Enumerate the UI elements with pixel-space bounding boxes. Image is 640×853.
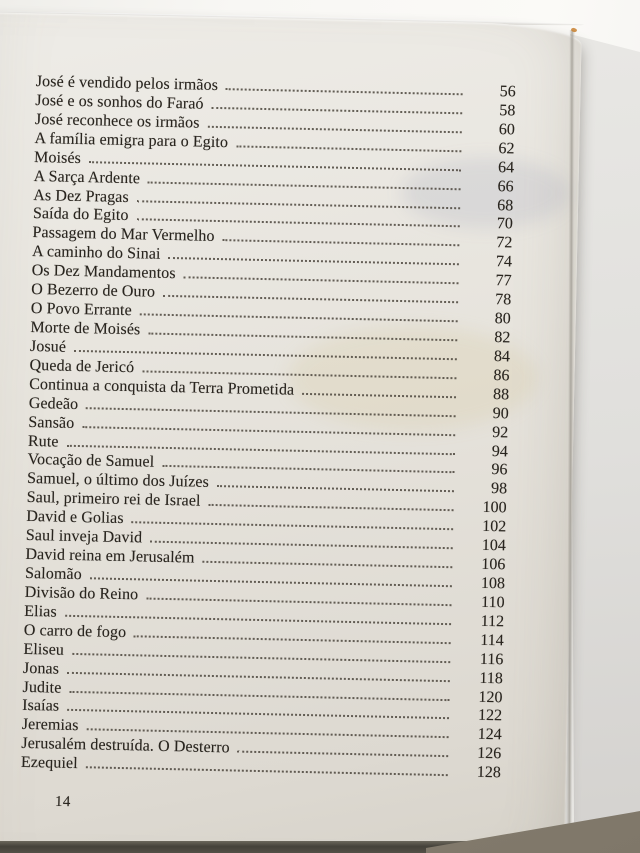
toc-entry-title: Josué	[29, 337, 67, 356]
dotted-leader	[136, 217, 459, 228]
toc-entry-title: Moisés	[33, 148, 82, 167]
toc-entry-title: Saída do Egito	[32, 205, 129, 225]
toc-entry-page-number: 98	[490, 480, 508, 498]
toc-entry-page-number: 94	[491, 442, 509, 460]
dotted-leader	[236, 143, 462, 152]
toc-entry-title: Vocação de Samuel	[27, 451, 155, 472]
toc-entry-title: José e os sonhos do Faraó	[35, 91, 204, 113]
toc-entry-title: Passagem do Mar Vermelho	[32, 224, 215, 246]
toc-entry-title: Jonas	[22, 659, 60, 678]
toc-entry-title: José é vendido pelos irmãos	[35, 73, 219, 94]
toc-entry-page-number: 122	[477, 707, 503, 725]
toc-entry-page-number: 68	[497, 196, 514, 214]
toc-entry-title: Os Dez Mandamentos	[31, 262, 176, 283]
toc-entry-page-number: 78	[494, 291, 512, 309]
toc-entry-title: Gedeão	[28, 394, 79, 413]
page-number: 14	[54, 793, 71, 811]
toc-entry-title: O Povo Errante	[30, 300, 132, 320]
toc-entry-title: Queda de Jericó	[29, 356, 135, 377]
dotted-leader	[140, 311, 458, 322]
toc-entry-title: A família emigra para o Egito	[34, 129, 229, 151]
dotted-leader	[132, 519, 454, 530]
dotted-leader	[202, 559, 452, 568]
table-of-contents	[21, 73, 516, 783]
toc-entry-title: David e Golias	[26, 508, 124, 528]
dotted-leader	[217, 483, 454, 492]
toc-entry-page-number: 56	[499, 83, 516, 101]
dotted-leader	[184, 274, 459, 284]
toc-entry-page-number: 96	[491, 461, 508, 479]
toc-entry-page-number: 114	[480, 631, 504, 650]
toc-entry-title: Ezequiel	[20, 754, 78, 773]
toc-entry-page-number: 128	[476, 763, 502, 782]
toc-entry-title: A Sarça Ardente	[33, 167, 141, 187]
toc-entry-page-number: 64	[497, 158, 515, 177]
dotted-leader	[207, 124, 461, 134]
toc-entry-title: Divisão do Reino	[24, 583, 139, 604]
toc-entry-page-number: 124	[477, 726, 502, 744]
dotted-leader	[150, 539, 453, 550]
toc-entry-title: As Dez Pragas	[33, 186, 130, 206]
dotted-leader	[134, 633, 451, 644]
toc-entry-title: Saul inveja David	[25, 527, 143, 547]
toc-entry-page-number: 92	[492, 423, 509, 441]
dotted-leader	[142, 368, 456, 379]
toc-entry-page-number: 126	[477, 745, 502, 763]
toc-entry-page-number: 110	[480, 593, 505, 612]
toc-entry-page-number: 108	[480, 574, 506, 593]
toc-entry-title: Continua a conquista da Terra Prometida	[29, 375, 295, 399]
dotted-leader	[226, 86, 463, 95]
toc-entry-page-number: 112	[480, 612, 505, 631]
toc-entry-title: David reina em Jerusalém	[25, 545, 195, 567]
toc-entry-page-number: 80	[494, 310, 511, 328]
dotted-leader	[148, 179, 461, 190]
toc-entry-page-number: 88	[492, 385, 510, 404]
toc-entry-page-number: 120	[478, 688, 503, 706]
dotted-leader	[146, 595, 451, 606]
toc-entry-page-number: 100	[482, 499, 507, 517]
toc-entry-page-number: 58	[499, 102, 516, 120]
toc-entry-title: Elias	[24, 602, 57, 621]
toc-entry-title: Jeremias	[21, 716, 79, 735]
dotted-leader	[163, 293, 458, 303]
dotted-leader	[208, 502, 453, 511]
dotted-leader	[212, 105, 463, 114]
toc-entry-title: Judite	[22, 678, 62, 697]
toc-entry-page-number: 86	[493, 366, 510, 385]
toc-entry-page-number: 84	[493, 347, 511, 366]
toc-entry-page-number: 62	[498, 139, 515, 158]
toc-entry-page-number: 72	[496, 234, 513, 252]
dotted-leader	[302, 391, 456, 398]
dotted-leader	[137, 198, 461, 209]
toc-entry-title: José reconhece os irmãos	[34, 110, 200, 132]
toc-entry-title: Isaías	[22, 697, 60, 716]
toc-entry-page-number: 102	[482, 518, 507, 536]
toc-entry-title: Jerusalém destruída. O Desterro	[21, 735, 230, 757]
dotted-leader	[222, 237, 459, 246]
toc-entry-page-number: 77	[495, 272, 512, 290]
toc-entry-page-number: 116	[479, 650, 504, 668]
toc-entry-page-number: 70	[496, 215, 513, 233]
toc-entry-title: O carro de fogo	[23, 621, 127, 641]
toc-entry-title: Samuel, o último dos Juízes	[26, 470, 210, 492]
toc-entry-title: Saul, primeiro rei de Israel	[26, 489, 201, 510]
toc-entry-title: Morte de Moisés	[30, 318, 141, 339]
toc-entry-title: Eliseu	[23, 640, 65, 659]
dotted-leader	[238, 749, 449, 758]
toc-entry-title: Sansão	[28, 413, 75, 432]
toc-entry-page-number: 60	[498, 120, 516, 139]
toc-entry-title: O Bezerro de Ouro	[31, 281, 156, 301]
dotted-leader	[86, 764, 448, 776]
toc-entry-page-number: 118	[479, 669, 504, 687]
toc-entry-page-number: 66	[497, 177, 514, 196]
toc-entry-page-number: 74	[495, 253, 513, 271]
dotted-leader	[148, 330, 457, 341]
toc-entry-title: Salomão	[24, 564, 82, 584]
toc-entry-title: A caminho do Sinai	[31, 243, 161, 264]
toc-entry-page-number: 106	[481, 555, 506, 574]
dotted-leader	[86, 727, 448, 739]
toc-entry-page-number: 104	[481, 536, 506, 555]
dotted-leader	[162, 463, 454, 473]
dotted-leader	[168, 255, 459, 265]
toc-entry-page-number: 82	[494, 329, 511, 347]
toc-entry-title: Rute	[27, 432, 59, 451]
toc-entry-page-number: 90	[492, 404, 509, 423]
